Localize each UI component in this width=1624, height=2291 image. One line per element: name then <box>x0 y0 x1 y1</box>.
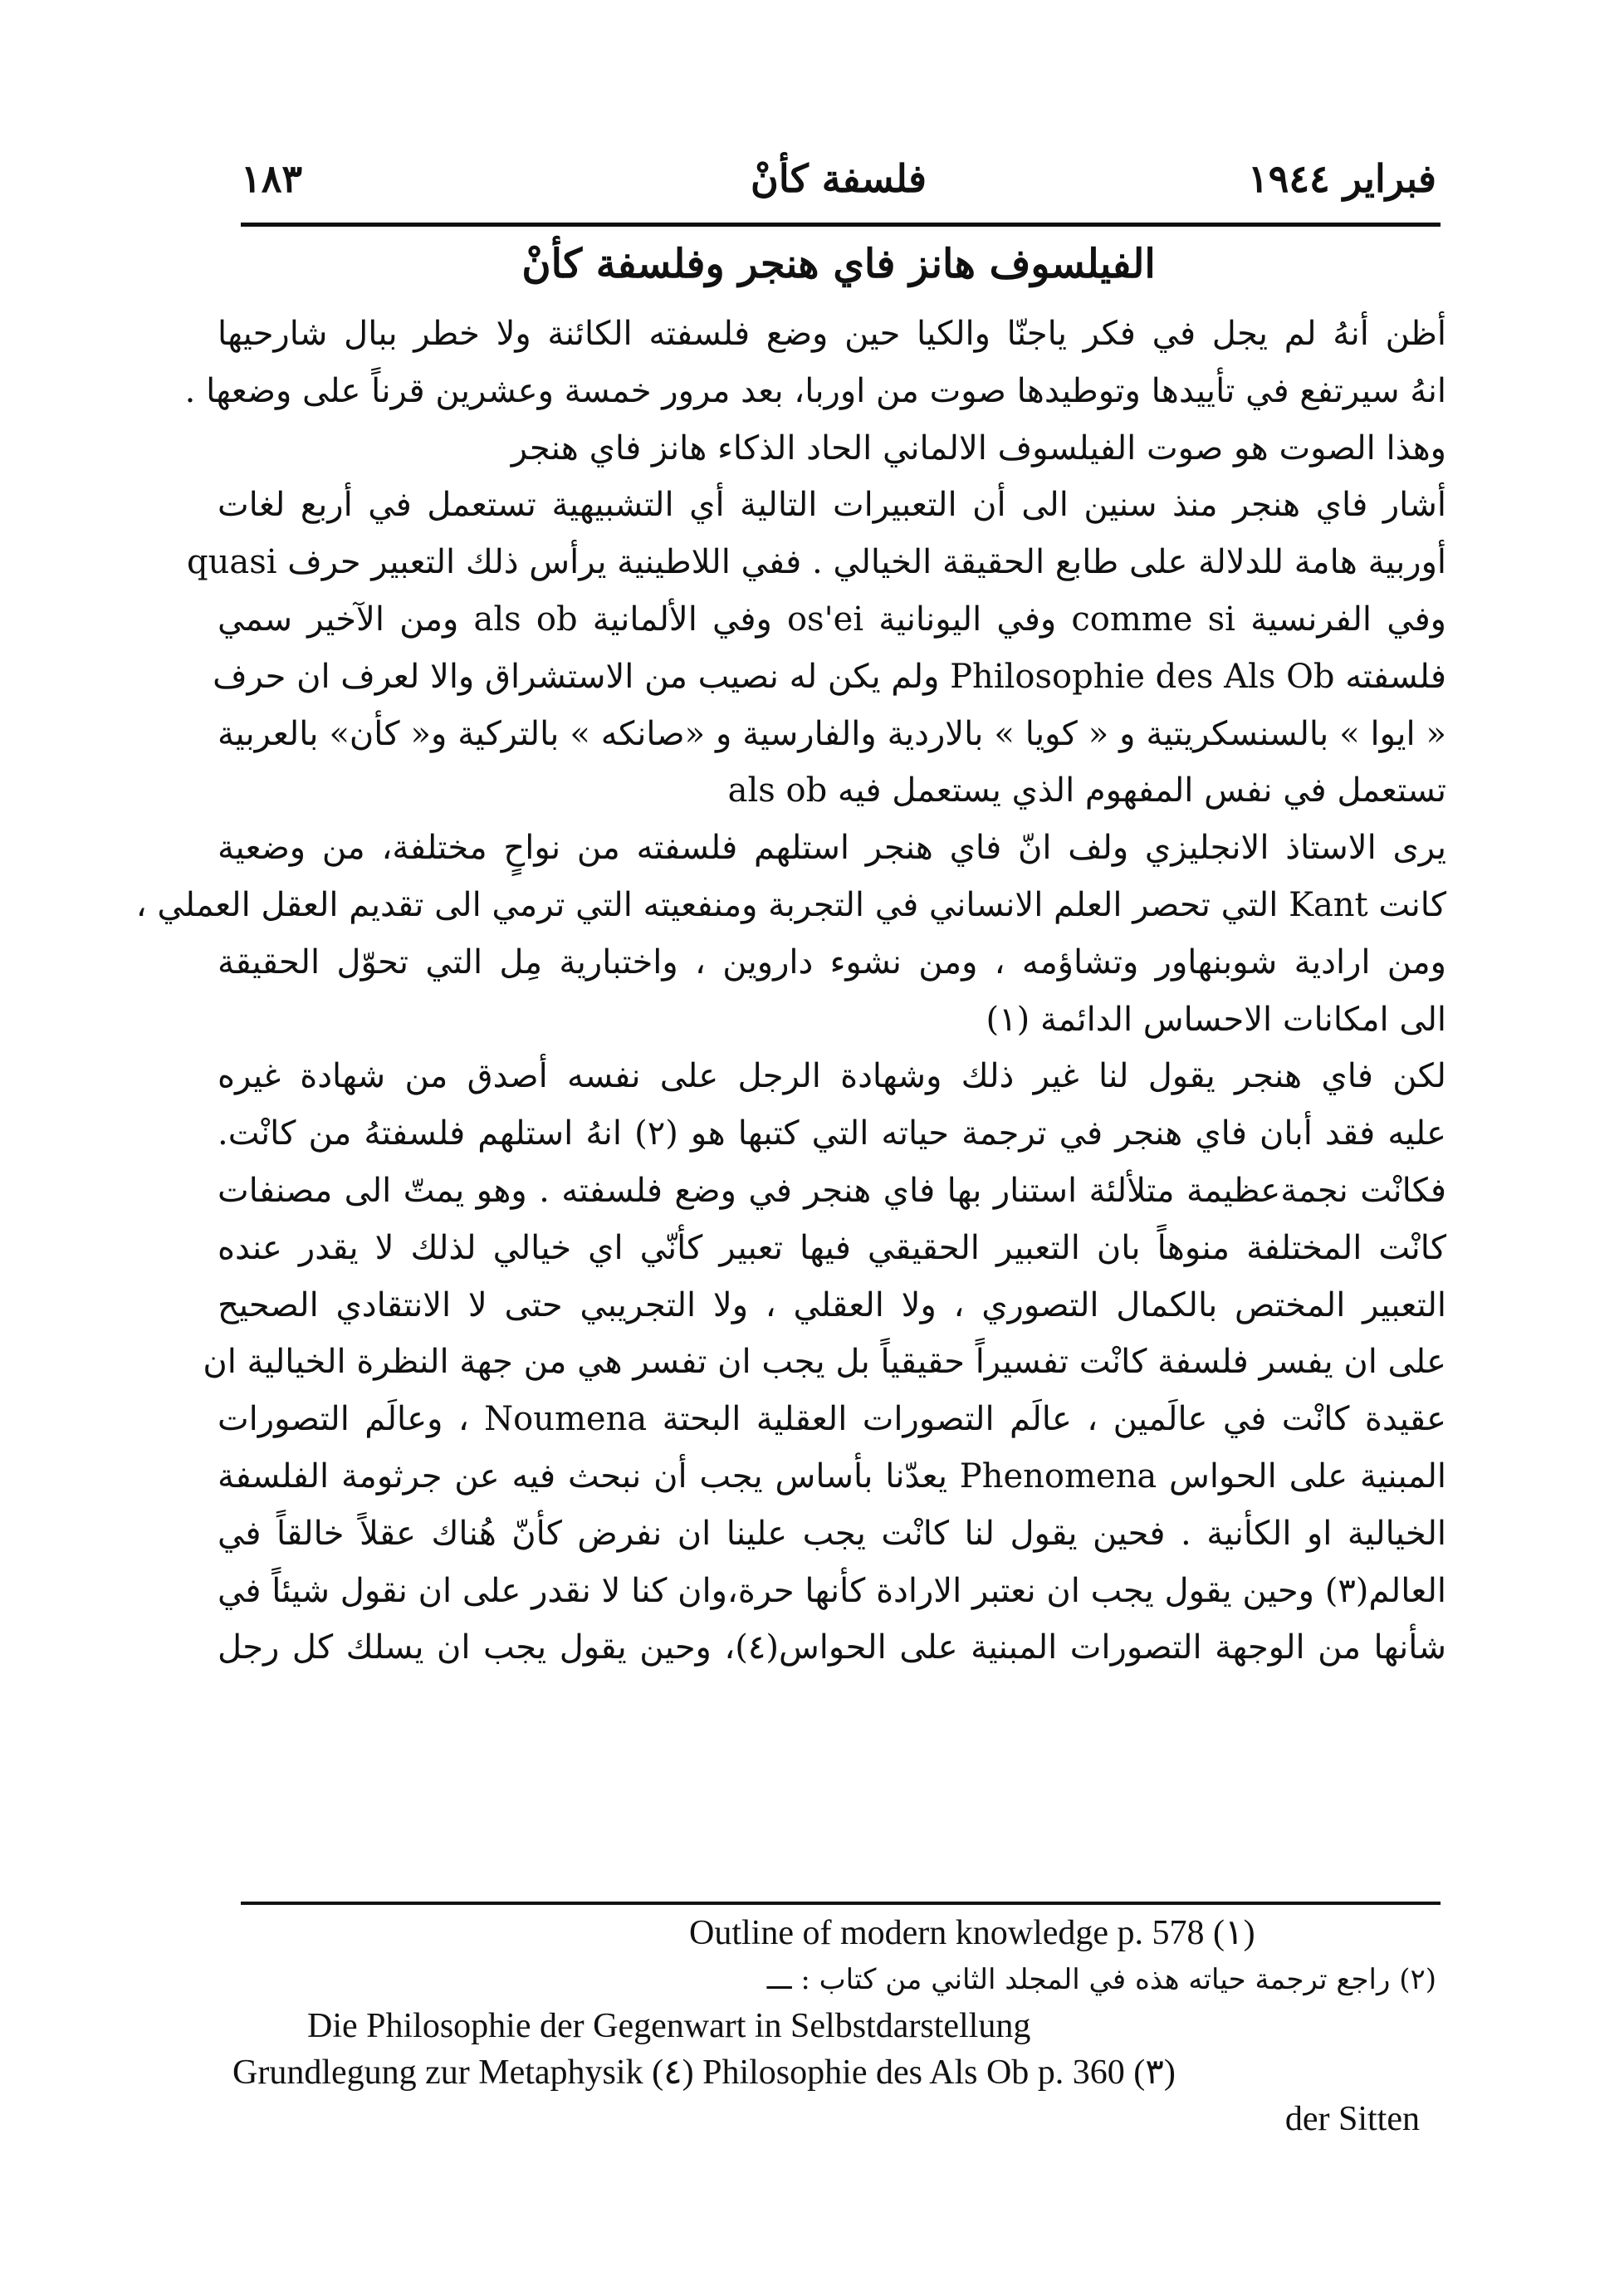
text-line: وهذا الصوت هو صوت الفيلسوف الالماني الحاد الذكاء هانز فاي هنجر <box>511 428 1446 468</box>
paragraph-1 <box>184 306 1446 477</box>
paragraph-3 <box>135 820 1446 1048</box>
text-line: كانْت المختلفة منوهاً بان التعبير الحقيقي فيها تعبير كأنّي اي خيالي لذلك لا يقدر عنده <box>218 1228 1446 1267</box>
footnote-4-continuation: der Sitten <box>1284 2100 1420 2138</box>
text-line: أظن أنهُ لم يجل في فكر ياجنّا والكيا حين وضع فلسفته الكائنة ولا خطر ببال شارحيها <box>218 315 1446 353</box>
text-line: عقيدة كانْت في عالَمين ، عالَم التصورات العقلية البحتة Noumena ، وعالَم التصورات <box>218 1400 1446 1439</box>
text-line: تستعمل في نفس المفهوم الذي يستعمل فيه als ob <box>727 771 1446 810</box>
text-line: فكانْت نجمةعظيمة متلألئة استنار بها فاي هنجر في وضع فلسفته . وهو يمتّ الى مصنفات <box>218 1171 1446 1210</box>
text-line: أشار فاي هنجر منذ سنين الى أن التعبيرات التالية أي التشبيهية تستعمل في أربع لغات <box>218 486 1446 525</box>
paragraph-4 <box>203 1048 1446 1677</box>
footnote-2: (٢) راجع ترجمة حياته هذه في المجلد الثاني من كتاب : ـــ <box>766 1963 1436 1996</box>
text-line: شأنها من الوجهة التصورات المبنية على الحواس(٤)، وحين يقول يجب ان يسلك كل رجل <box>218 1628 1446 1667</box>
header-rule <box>241 223 1441 227</box>
running-header <box>241 156 1436 223</box>
text-line: كانت Kant التي تحصر العلم الانساني في التجربة ومنفعيته التي ترمي الى تقديم العقل العملي ، <box>135 885 1446 924</box>
header-title: فلسفة كأنْ <box>751 156 927 201</box>
text-line: الى امكانات الاحساس الدائمة (١) <box>986 1000 1446 1039</box>
text-line: وفي الفرنسية comme si وفي اليونانية os'ei وفي الألمانية als ob ومن الآخير سمي <box>218 600 1447 639</box>
text-line: التعبير المختص بالكمال التصوري ، ولا العقلي ، ولا التجريبي حتى لا الانتقادي الصحيح <box>218 1285 1446 1324</box>
footnote-3-4: Grundlegung zur Metaphysik (٤) Philosophie des Als Ob p. 360 (٣) <box>232 2054 1176 2092</box>
text-line: الخيالية او الكأنية . فحين يقول لنا كانْت يجب علينا ان نفرض كأنّ هُناك عقلاً خالقاً في <box>218 1514 1446 1553</box>
text-line: لكن فاي هنجر يقول لنا غير ذلك وشهادة الرجل على نفسه أصدق من شهادة غيره <box>218 1057 1446 1096</box>
text-line: « ايوا » بالسنسكريتية و « كويا » بالاردية والفارسية و «صانكه » بالتركية و« كأن» بالعربية <box>218 714 1446 753</box>
footnote-rule <box>241 1902 1441 1905</box>
text-line: المبنية على الحواس Phenomena يعدّنا بأساس يجب أن نبحث فيه عن جرثومة الفلسفة <box>218 1456 1446 1496</box>
footnote-1: Outline of modern knowledge p. 578 (١) <box>689 1914 1255 1952</box>
footnotes <box>224 1910 1445 2142</box>
text-line: عليه فقد أبان فاي هنجر في ترجمة حياته التي كتبها هو (٢) انهُ استلهم فلسفتهُ من كانْت. <box>218 1114 1446 1153</box>
footnote-2-title: Die Philosophie der Gegenwart in Selbstdarstellung <box>307 2007 1031 2045</box>
text-line: ومن ارادية شوبنهاور وتشاؤمه ، ومن نشوء داروين ، واختبارية مِل التي تحوّل الحقيقة <box>218 942 1446 982</box>
paragraph-2 <box>187 477 1447 820</box>
page-number: ١٨٣ <box>241 156 303 201</box>
text-line: يرى الاستاذ الانجليزي ولف انّ فاي هنجر استلهم فلسفته من نواحٍ مختلفة، من وضعية <box>218 829 1446 868</box>
article-title: الفيلسوف هانز فاي هنجر وفلسفة كأنْ <box>521 241 1156 287</box>
header-date: فبراير ١٩٤٤ <box>1247 156 1436 201</box>
text-line: فلسفته Philosophie des Als Ob ولم يكن له نصيب من الاستشراق والا لعرف ان حرف <box>213 657 1446 696</box>
article-body <box>135 306 1447 1677</box>
text-line: العالم(٣) وحين يقول يجب ان نعتبر الارادة كأنها حرة،وان كنا لا نقدر على ان نقول شيئاً في <box>218 1571 1446 1610</box>
text-line: على ان يفسر فلسفة كانْت تفسيراً حقيقياً بل يجب ان تفسر هي من جهة النظرة الخيالية ان <box>203 1343 1446 1382</box>
text-line: انهُ سيرتفع في تأييدها وتوطيدها صوت من اوربا، بعد مرور خمسة وعشرين قرناً على وضعها . <box>184 371 1446 410</box>
text-line: أوربية هامة للدلالة على طابع الحقيقة الخيالي . ففي اللاطينية يرأس ذلك التعبير حرف quasi <box>187 543 1446 582</box>
